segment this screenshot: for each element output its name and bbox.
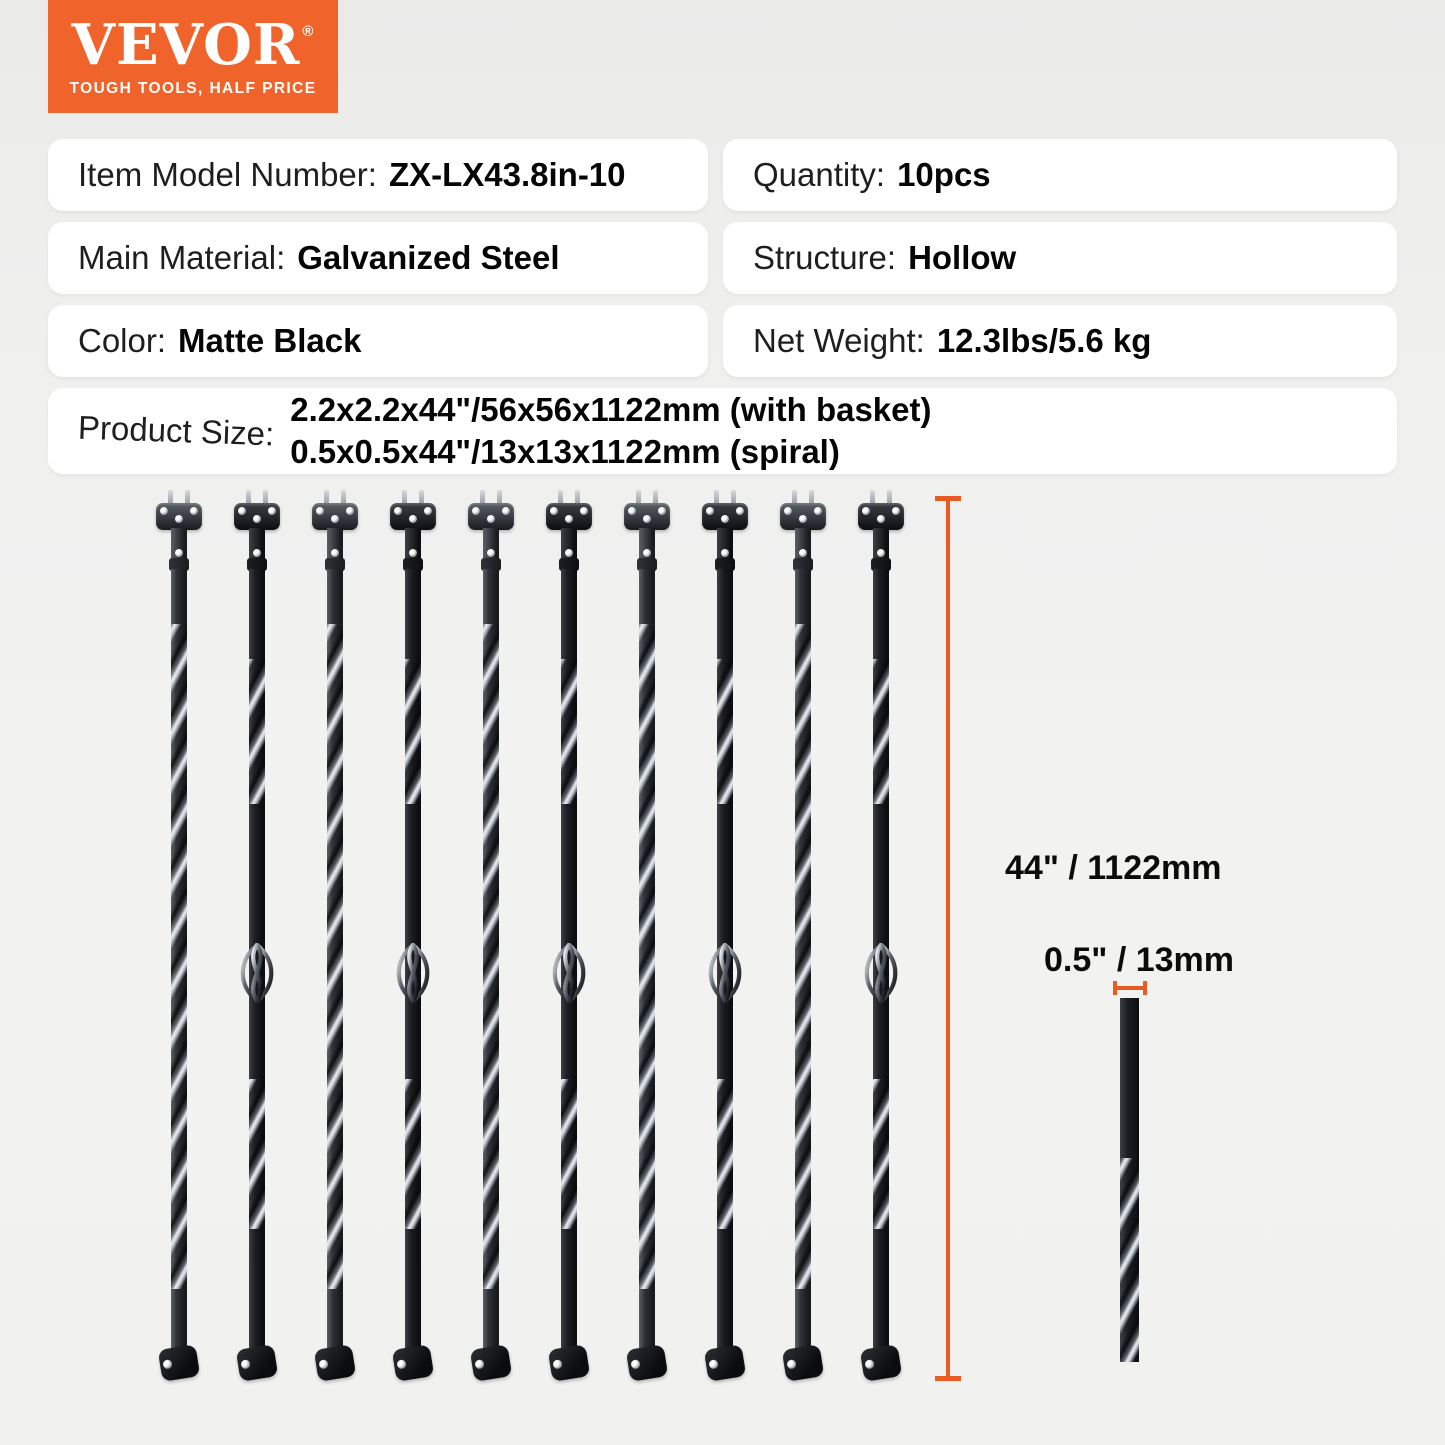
- dimension-end-cap: [1113, 981, 1117, 995]
- base-shoe: [626, 1344, 669, 1382]
- screw-icon: [877, 515, 885, 523]
- spec-value: Matte Black: [178, 322, 362, 359]
- bracket-neck: [795, 528, 811, 561]
- screw-icon: [630, 1359, 640, 1369]
- registered-trademark-icon: ®: [302, 23, 315, 40]
- screw-icon: [643, 515, 651, 523]
- top-bracket: [390, 503, 436, 530]
- spec-row-quantity: [723, 139, 1397, 211]
- product-size-line1: 2.2x2.2x44"/56x56x1122mm (with basket): [290, 391, 932, 429]
- spec-row-product-size: [48, 388, 1397, 474]
- screw-icon: [799, 515, 807, 523]
- basket-ornament-icon: [857, 943, 905, 1003]
- twist-section: [639, 624, 655, 1289]
- base-shoe: [548, 1344, 591, 1382]
- base-shoe: [470, 1344, 513, 1382]
- baluster-bar: [171, 569, 187, 1359]
- screw-icon: [799, 549, 807, 557]
- base-shoe: [236, 1344, 279, 1382]
- twist-section: [873, 1079, 889, 1229]
- screw-icon: [550, 507, 558, 515]
- screw-icon: [472, 507, 480, 515]
- screw-icon: [502, 507, 510, 515]
- baluster-bar: [795, 569, 811, 1359]
- spec-label: Main Material:: [78, 239, 286, 276]
- spec-row-color: [48, 305, 708, 377]
- base-shoe: [392, 1344, 435, 1382]
- twist-section: [873, 659, 889, 804]
- spec-row-structure: [723, 222, 1397, 294]
- twist-section: [1120, 1158, 1139, 1362]
- screw-icon: [786, 1359, 796, 1369]
- width-dimension-line: [1116, 986, 1144, 990]
- spec-row-item-model: [48, 139, 708, 211]
- screw-icon: [892, 507, 900, 515]
- twist-section: [561, 659, 577, 804]
- screw-icon: [253, 515, 261, 523]
- screw-icon: [424, 507, 432, 515]
- twist-section: [795, 624, 811, 1289]
- spec-label: Net Weight:: [753, 322, 925, 359]
- baluster-basket: [849, 490, 913, 1395]
- basket-ornament-icon: [701, 943, 749, 1003]
- screw-icon: [346, 507, 354, 515]
- spec-value: ZX-LX43.8in-10: [388, 156, 626, 193]
- screw-icon: [175, 549, 183, 557]
- bracket-neck: [873, 528, 889, 561]
- bracket-neck: [717, 528, 733, 561]
- spec-label: Item Model Number:: [78, 156, 377, 193]
- baluster-basket: [225, 490, 289, 1395]
- top-bracket: [156, 503, 202, 530]
- screw-icon: [628, 507, 636, 515]
- spec-row-net-weight: [723, 305, 1397, 377]
- screw-icon: [268, 507, 276, 515]
- bracket-neck: [327, 528, 343, 561]
- bracket-neck: [171, 528, 187, 561]
- dimension-end-cap: [935, 496, 961, 501]
- spec-value: 10pcs: [897, 156, 991, 193]
- bracket-neck: [483, 528, 499, 561]
- twist-section: [483, 624, 499, 1289]
- twist-section: [405, 1079, 421, 1229]
- height-dimension-label: 44" / 1122mm: [1005, 849, 1222, 887]
- brand-tagline: TOUGH TOOLS, HALF PRICE: [69, 80, 317, 97]
- basket-ornament-icon: [545, 943, 593, 1003]
- dimension-end-cap: [1143, 981, 1147, 995]
- brand-name-text: VEVOR: [71, 12, 301, 78]
- screw-icon: [409, 515, 417, 523]
- baluster-bar: [327, 569, 343, 1359]
- baluster-bar: [639, 569, 655, 1359]
- spec-value: 12.3lbs/5.6 kg: [936, 322, 1152, 359]
- base-shoe: [782, 1344, 825, 1382]
- top-bracket: [780, 503, 826, 530]
- basket-ornament-icon: [233, 943, 281, 1003]
- screw-icon: [784, 507, 792, 515]
- cross-section-sample-bar: [1120, 998, 1139, 1362]
- screw-icon: [565, 549, 573, 557]
- baluster-bar: [483, 569, 499, 1359]
- spec-value: [290, 389, 931, 472]
- top-bracket: [546, 503, 592, 530]
- spec-label: Structure:: [753, 239, 897, 276]
- screw-icon: [331, 549, 339, 557]
- twist-section: [249, 659, 265, 804]
- spec-value: Hollow: [908, 239, 1017, 276]
- base-shoe: [704, 1344, 747, 1382]
- screw-icon: [253, 549, 261, 557]
- twist-section: [171, 624, 187, 1289]
- screw-icon: [318, 1359, 328, 1369]
- spec-label: Product Size:: [77, 408, 275, 453]
- screw-icon: [238, 507, 246, 515]
- baluster-spiral: [459, 490, 523, 1395]
- screw-icon: [190, 507, 198, 515]
- top-bracket: [624, 503, 670, 530]
- screw-icon: [658, 507, 666, 515]
- top-bracket: [234, 503, 280, 530]
- dimension-end-cap: [935, 1376, 961, 1381]
- product-size-line2: 0.5x0.5x44"/13x13x1122mm (spiral): [290, 433, 840, 470]
- spec-label: Color:: [78, 322, 167, 359]
- base-shoe: [860, 1344, 903, 1382]
- spec-value: Galvanized Steel: [297, 239, 560, 276]
- screw-icon: [394, 507, 402, 515]
- baluster-basket: [381, 490, 445, 1395]
- baluster-spiral: [303, 490, 367, 1395]
- screw-icon: [580, 507, 588, 515]
- screw-icon: [721, 515, 729, 523]
- base-shoe: [158, 1344, 201, 1382]
- bracket-neck: [249, 528, 265, 561]
- screw-icon: [409, 549, 417, 557]
- screw-icon: [162, 1359, 172, 1369]
- screw-icon: [240, 1359, 250, 1369]
- twist-section: [561, 1079, 577, 1229]
- spec-label: Quantity:: [753, 156, 886, 193]
- brand-name: [71, 12, 315, 78]
- top-bracket: [312, 503, 358, 530]
- twist-section: [405, 659, 421, 804]
- screw-icon: [331, 515, 339, 523]
- screw-icon: [175, 515, 183, 523]
- screw-icon: [316, 507, 324, 515]
- screw-icon: [160, 507, 168, 515]
- baluster-spiral: [615, 490, 679, 1395]
- base-shoe: [314, 1344, 357, 1382]
- bracket-neck: [561, 528, 577, 561]
- bracket-neck: [639, 528, 655, 561]
- baluster-spiral: [771, 490, 835, 1395]
- top-bracket: [858, 503, 904, 530]
- twist-section: [327, 624, 343, 1289]
- screw-icon: [487, 515, 495, 523]
- screw-icon: [708, 1359, 718, 1369]
- screw-icon: [474, 1359, 484, 1369]
- screw-icon: [565, 515, 573, 523]
- screw-icon: [396, 1359, 406, 1369]
- screw-icon: [862, 507, 870, 515]
- brand-logo: [48, 0, 338, 113]
- spec-row-material: [48, 222, 708, 294]
- basket-ornament-icon: [389, 943, 437, 1003]
- baluster-basket: [693, 490, 757, 1395]
- screw-icon: [864, 1359, 874, 1369]
- twist-section: [249, 1079, 265, 1229]
- width-dimension-label: 0.5" / 13mm: [1044, 941, 1235, 979]
- screw-icon: [643, 549, 651, 557]
- baluster-basket: [537, 490, 601, 1395]
- screw-icon: [736, 507, 744, 515]
- baluster-spiral: [147, 490, 211, 1395]
- screw-icon: [814, 507, 822, 515]
- height-dimension-line: [946, 499, 950, 1379]
- screw-icon: [877, 549, 885, 557]
- twist-section: [717, 659, 733, 804]
- screw-icon: [706, 507, 714, 515]
- top-bracket: [702, 503, 748, 530]
- screw-icon: [487, 549, 495, 557]
- screw-icon: [721, 549, 729, 557]
- screw-icon: [552, 1359, 562, 1369]
- bracket-neck: [405, 528, 421, 561]
- twist-section: [717, 1079, 733, 1229]
- top-bracket: [468, 503, 514, 530]
